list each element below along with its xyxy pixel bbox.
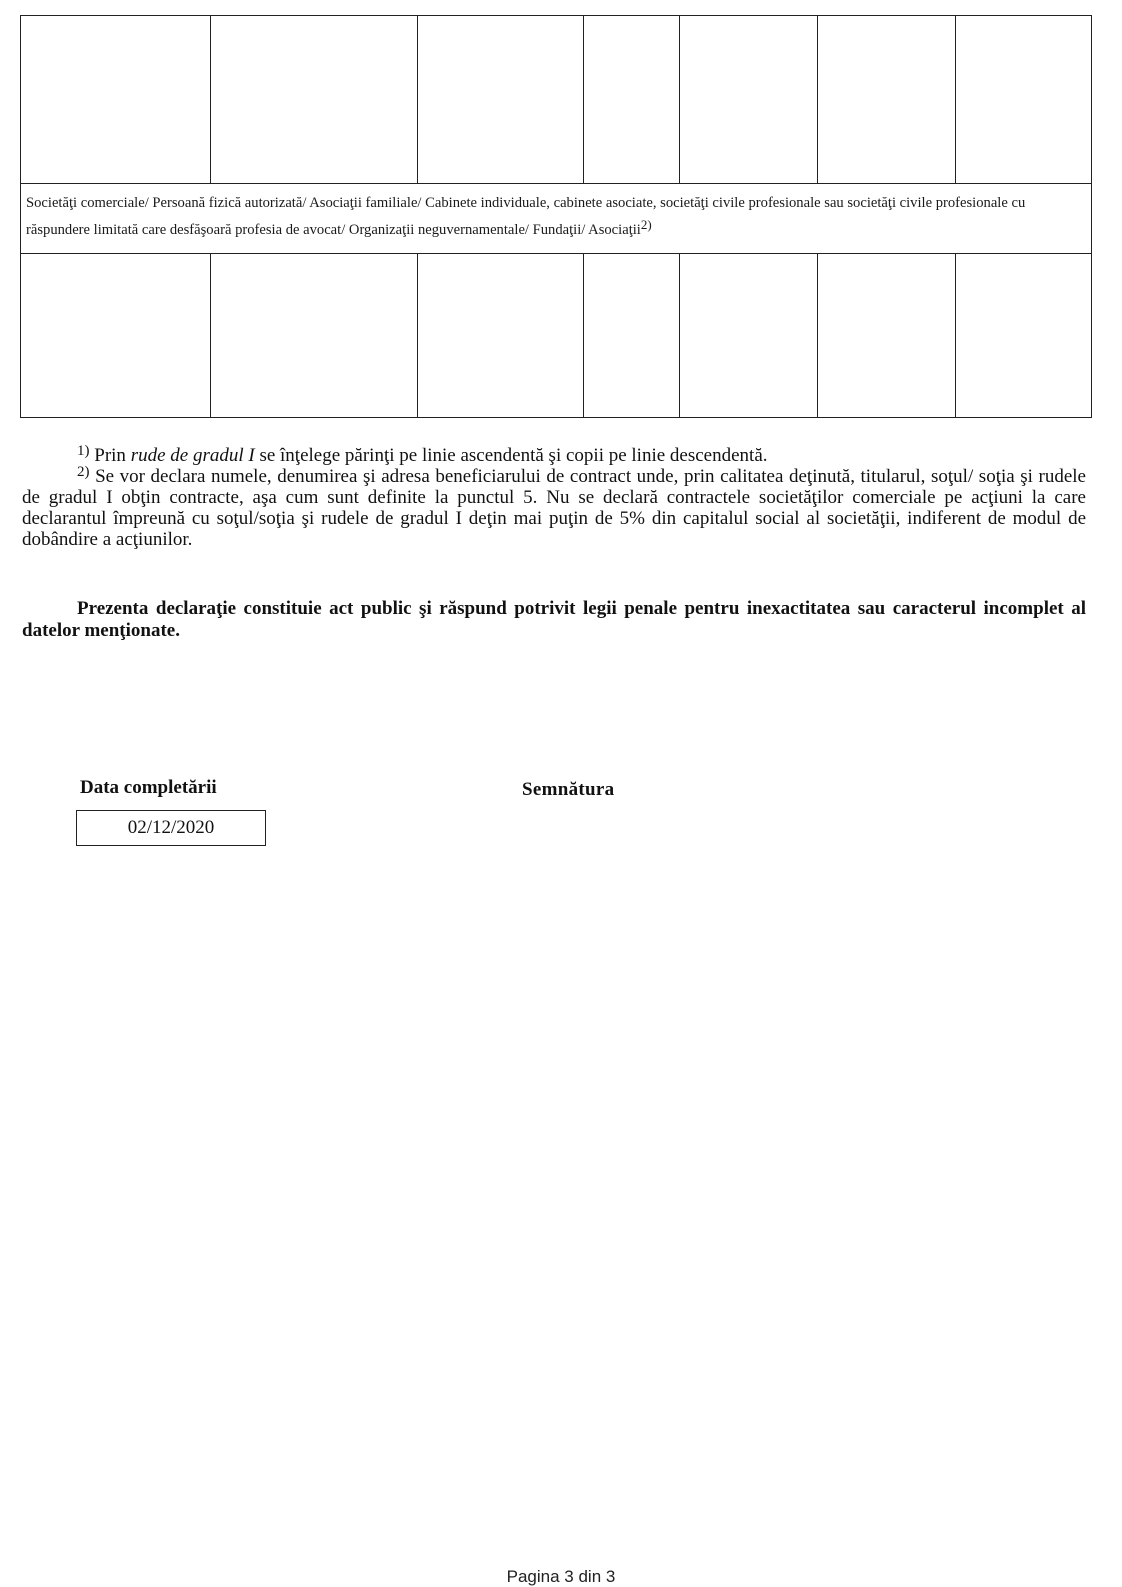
page-number: Pagina 3 din 3	[506, 1567, 616, 1586]
table-cell	[680, 16, 818, 183]
table-cell	[21, 254, 211, 417]
signature-label: Semnătura	[522, 779, 615, 800]
table-cell	[818, 16, 956, 183]
footnote-2-text: Se vor declara numele, denumirea şi adresa beneficiarului de contract unde, prin calitatea deţinută, titularul, soţul/ soţia şi rudele de gradul I obţin contracte, aşa cum sunt definite la punctul 5. Nu se declară contractele societăţilor comerciale pe acţiuni la care declarantul împreună cu soţul/soţia şi rudele de gradul I deţin mai puţin de 5% din capitalul social al societăţii, indiferent de modul de dobândire a acţiunilor.	[22, 466, 1086, 550]
section-row-text: Societăţi comerciale/ Persoană fizică autorizată/ Asociaţii familiale/ Cabinete individuale, cabinete asociate, societăţi civile profesionale sau societăţi civile profesionale cu răspundere limitată care desfăşoară profesia de avocat/ Organizaţii neguvernamentale/ Fundaţii/ Asociaţii	[26, 195, 1026, 238]
public-act-statement: Prezenta declaraţie constituie act public şi răspund potrivit legii penale pentru inexactitatea sau caracterul incomplet al datelor menţionate.	[22, 598, 1086, 641]
footnote-1-term: rude de gradul I	[130, 445, 255, 466]
table-cell	[680, 254, 818, 417]
footnotes	[22, 445, 1086, 550]
footnote-1-marker: 1)	[77, 443, 90, 459]
footnote-1	[22, 445, 1086, 466]
footnote-2	[22, 466, 1086, 550]
date-field: 02/12/2020	[76, 810, 266, 846]
table-row-empty-bottom	[21, 254, 1091, 417]
contracts-table	[20, 15, 1092, 418]
table-cell	[956, 254, 1092, 417]
table-cell	[818, 254, 956, 417]
section-row-label	[26, 192, 1081, 241]
footnote-ref: 2)	[640, 217, 652, 232]
table-cell	[211, 254, 418, 417]
table-row-empty-top	[21, 16, 1091, 184]
table-cell	[956, 16, 1092, 183]
table-cell	[211, 16, 418, 183]
table-cell	[21, 16, 211, 183]
table-cell	[418, 254, 584, 417]
table-cell	[584, 16, 680, 183]
footnote-2-marker: 2)	[77, 464, 90, 480]
table-cell	[584, 254, 680, 417]
footnote-1-suffix: se înţelege părinţi pe linie ascendentă şi copii pe linie descendentă.	[254, 445, 768, 466]
table-cell	[418, 16, 584, 183]
date-label: Data completării	[80, 777, 217, 798]
table-section-row	[21, 184, 1091, 254]
footnote-1-prefix: Prin	[94, 445, 131, 466]
